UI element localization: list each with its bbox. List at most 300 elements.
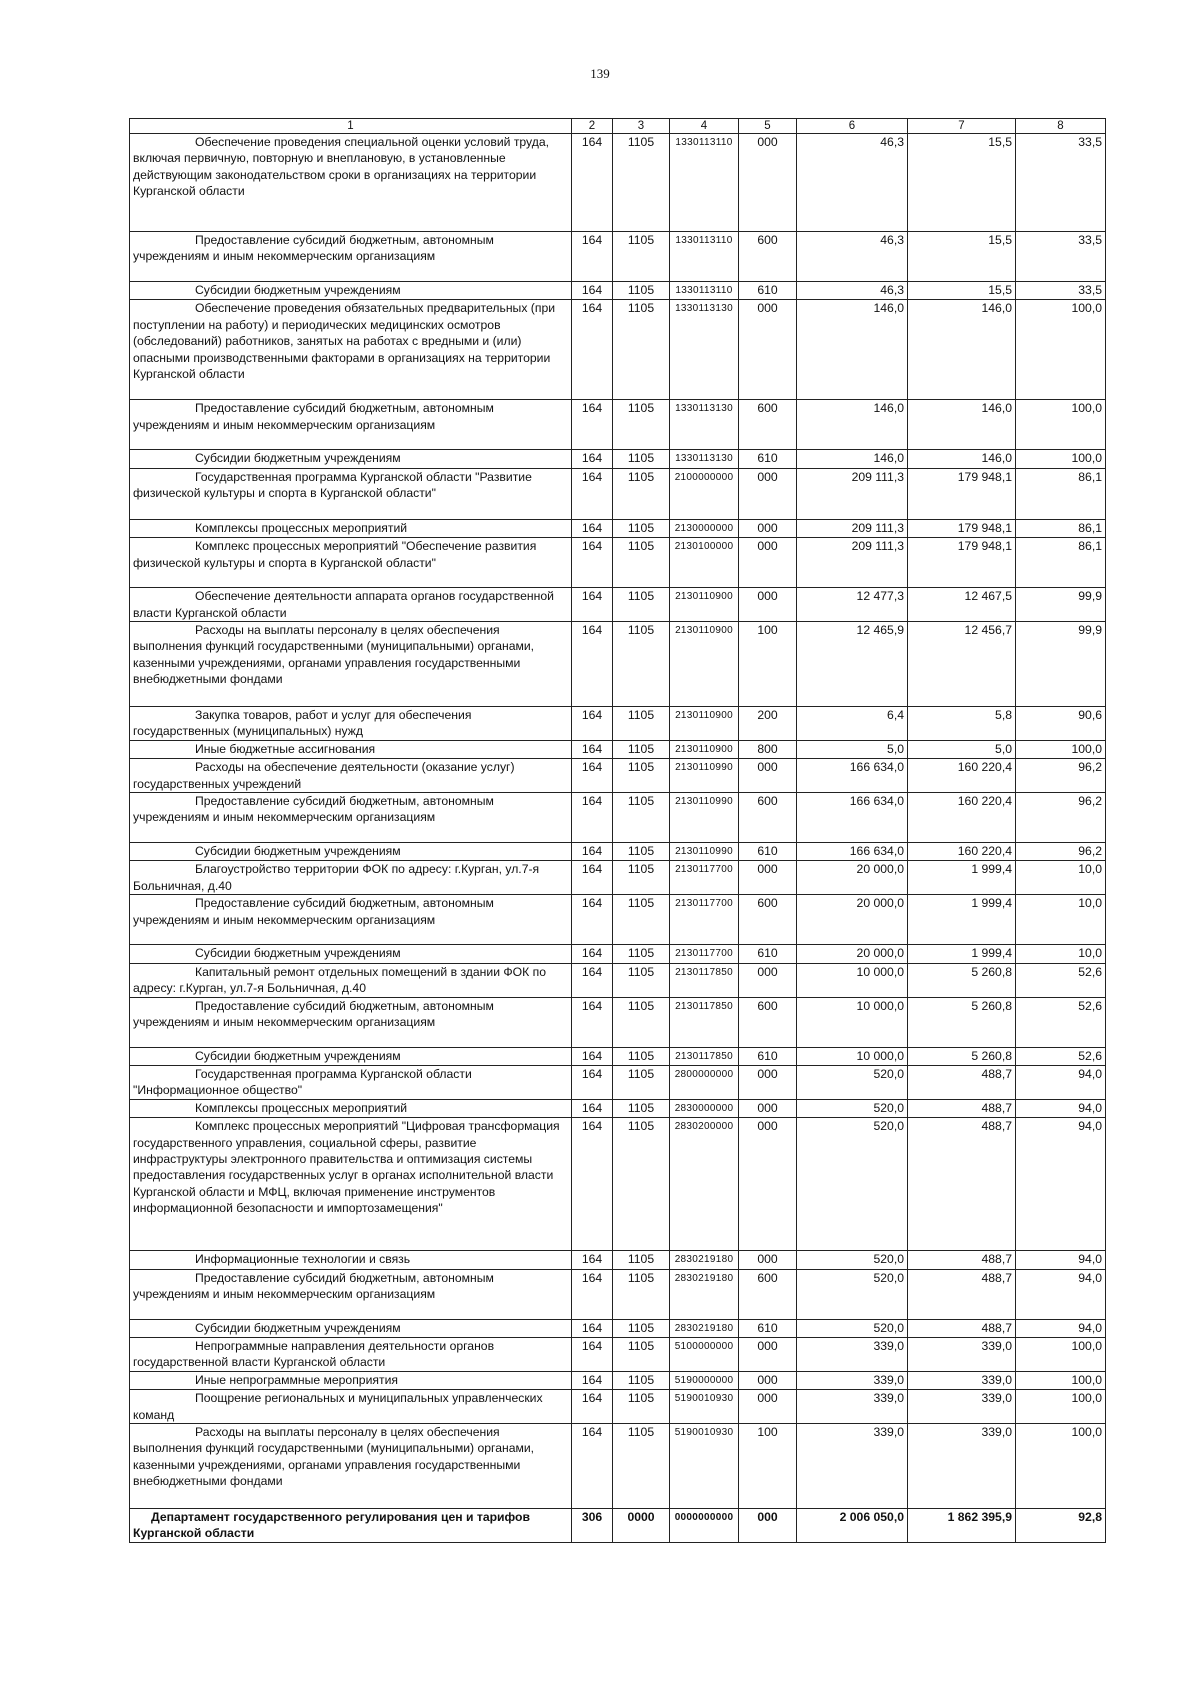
- expense-type-code: 610: [739, 282, 797, 300]
- section-code: 1105: [613, 1337, 670, 1371]
- section-code: 1105: [613, 282, 670, 300]
- planned-amount: 520,0: [797, 1099, 908, 1117]
- expense-type-code: 000: [739, 1371, 797, 1389]
- expense-type-code: 000: [739, 468, 797, 519]
- table-row: [130, 282, 1106, 300]
- table-row: [130, 1390, 1106, 1424]
- executed-amount: 15,5: [908, 282, 1016, 300]
- section-code: 1105: [613, 963, 670, 997]
- row-name: Непрограммные направления деятельности органов государственной власти Курганской области: [130, 1337, 572, 1371]
- row-name: Предоставление субсидий бюджетным, автономным учреждениям и иным некоммерческим организациям: [130, 793, 572, 843]
- expense-type-code: 000: [739, 1390, 797, 1424]
- table-row: [130, 707, 1106, 741]
- planned-amount: 46,3: [797, 282, 908, 300]
- planned-amount: 12 465,9: [797, 622, 908, 707]
- section-code: 1105: [613, 861, 670, 895]
- chapter-code: 164: [572, 468, 613, 519]
- row-name: Закупка товаров, работ и услуг для обеспечения государственных (муниципальных) нужд: [130, 707, 572, 741]
- planned-amount: 520,0: [797, 1065, 908, 1099]
- executed-amount: 488,7: [908, 1251, 1016, 1269]
- execution-percent: 33,5: [1016, 232, 1106, 282]
- planned-amount: 339,0: [797, 1423, 908, 1508]
- row-name: Информационные технологии и связь: [130, 1251, 572, 1269]
- executed-amount: 15,5: [908, 134, 1016, 232]
- execution-percent: 100,0: [1016, 1390, 1106, 1424]
- table-row: [130, 759, 1106, 793]
- expense-type-code: 600: [739, 793, 797, 843]
- chapter-code: 164: [572, 232, 613, 282]
- section-code: 1105: [613, 707, 670, 741]
- section-code: 1105: [613, 1269, 670, 1319]
- table-row: [130, 1099, 1106, 1117]
- planned-amount: 209 111,3: [797, 519, 908, 537]
- target-article-code: 2130117850: [670, 1047, 739, 1065]
- executed-amount: 1 999,4: [908, 861, 1016, 895]
- execution-percent: 100,0: [1016, 300, 1106, 400]
- table-row: [130, 1118, 1106, 1251]
- executed-amount: 1 999,4: [908, 945, 1016, 963]
- expense-type-code: 600: [739, 895, 797, 945]
- planned-amount: 520,0: [797, 1319, 908, 1337]
- section-code: 1105: [613, 400, 670, 450]
- chapter-code: 164: [572, 793, 613, 843]
- table-row: [130, 300, 1106, 400]
- row-name: Предоставление субсидий бюджетным, автономным учреждениям и иным некоммерческим организациям: [130, 1269, 572, 1319]
- table-row: [130, 519, 1106, 537]
- table-row: [130, 450, 1106, 468]
- planned-amount: 166 634,0: [797, 843, 908, 861]
- target-article-code: 2130110990: [670, 759, 739, 793]
- planned-amount: 12 477,3: [797, 588, 908, 622]
- table-row: [130, 740, 1106, 758]
- executed-amount: 5 260,8: [908, 997, 1016, 1047]
- target-article-code: 2130100000: [670, 538, 739, 588]
- execution-percent: 86,1: [1016, 519, 1106, 537]
- target-article-code: 1330113110: [670, 232, 739, 282]
- column-header: 8: [1016, 119, 1106, 134]
- target-article-code: 2130110900: [670, 588, 739, 622]
- row-name: Иные бюджетные ассигнования: [130, 740, 572, 758]
- executed-amount: 339,0: [908, 1337, 1016, 1371]
- target-article-code: 1330113110: [670, 282, 739, 300]
- execution-percent: 52,6: [1016, 1047, 1106, 1065]
- chapter-code: 164: [572, 1118, 613, 1251]
- target-article-code: 2130000000: [670, 519, 739, 537]
- chapter-code: 164: [572, 997, 613, 1047]
- planned-amount: 166 634,0: [797, 793, 908, 843]
- expense-type-code: 000: [739, 1251, 797, 1269]
- table-row: [130, 588, 1106, 622]
- execution-percent: 94,0: [1016, 1269, 1106, 1319]
- planned-amount: 5,0: [797, 740, 908, 758]
- section-code: 1105: [613, 300, 670, 400]
- planned-amount: 146,0: [797, 300, 908, 400]
- table-row: [130, 895, 1106, 945]
- executed-amount: 179 948,1: [908, 468, 1016, 519]
- expense-type-code: 200: [739, 707, 797, 741]
- expense-type-code: 610: [739, 1319, 797, 1337]
- section-code: 1105: [613, 134, 670, 232]
- section-code: 1105: [613, 1047, 670, 1065]
- column-header: 5: [739, 119, 797, 134]
- table-row: [130, 1065, 1106, 1099]
- expense-type-code: 000: [739, 963, 797, 997]
- executed-amount: 160 220,4: [908, 793, 1016, 843]
- expense-type-code: 000: [739, 300, 797, 400]
- section-code: 1105: [613, 759, 670, 793]
- execution-percent: 96,2: [1016, 843, 1106, 861]
- target-article-code: 2100000000: [670, 468, 739, 519]
- section-code: 1105: [613, 468, 670, 519]
- execution-percent: 100,0: [1016, 400, 1106, 450]
- execution-percent: 100,0: [1016, 1423, 1106, 1508]
- section-code: 1105: [613, 1371, 670, 1389]
- expense-type-code: 610: [739, 843, 797, 861]
- chapter-code: 164: [572, 707, 613, 741]
- chapter-code: 164: [572, 622, 613, 707]
- chapter-code: 164: [572, 282, 613, 300]
- column-header: 2: [572, 119, 613, 134]
- target-article-code: 1330113130: [670, 400, 739, 450]
- executed-amount: 339,0: [908, 1371, 1016, 1389]
- table-row: [130, 1319, 1106, 1337]
- budget-table: [129, 118, 1106, 1543]
- planned-amount: 520,0: [797, 1269, 908, 1319]
- execution-percent: 86,1: [1016, 468, 1106, 519]
- table-header-row: [130, 119, 1106, 134]
- target-article-code: 5190010930: [670, 1390, 739, 1424]
- execution-percent: 94,0: [1016, 1319, 1106, 1337]
- planned-amount: 20 000,0: [797, 861, 908, 895]
- row-name: Капитальный ремонт отдельных помещений в здании ФОК по адресу: г.Курган, ул.7-я Больничная, д.40: [130, 963, 572, 997]
- chapter-code: 164: [572, 1371, 613, 1389]
- chapter-code: 164: [572, 861, 613, 895]
- row-name: Субсидии бюджетным учреждениям: [130, 945, 572, 963]
- chapter-code: 164: [572, 1269, 613, 1319]
- section-code: 1105: [613, 622, 670, 707]
- expense-type-code: 000: [739, 134, 797, 232]
- execution-percent: 33,5: [1016, 134, 1106, 232]
- expense-type-code: 000: [739, 1099, 797, 1117]
- target-article-code: 2130117700: [670, 895, 739, 945]
- execution-percent: 99,9: [1016, 622, 1106, 707]
- expense-type-code: 610: [739, 1047, 797, 1065]
- planned-amount: 46,3: [797, 134, 908, 232]
- planned-amount: 20 000,0: [797, 945, 908, 963]
- section-code: 1105: [613, 997, 670, 1047]
- row-name: Комплекс процессных мероприятий "Цифровая трансформация государственного управления, социальной сферы, развитие инфраструктуры электронного правительства и оптимизация системы предоставления государственных услуг в органах исполнительной власти Курганской области и МФЦ, включая применение инструментов информационной безопасности и импортозамещения": [130, 1118, 572, 1251]
- column-header: 3: [613, 119, 670, 134]
- execution-percent: 100,0: [1016, 1337, 1106, 1371]
- table-row: [130, 963, 1106, 997]
- target-article-code: 2130110990: [670, 793, 739, 843]
- planned-amount: 520,0: [797, 1118, 908, 1251]
- planned-amount: 166 634,0: [797, 759, 908, 793]
- section-code: 1105: [613, 793, 670, 843]
- executed-amount: 488,7: [908, 1099, 1016, 1117]
- planned-amount: 339,0: [797, 1390, 908, 1424]
- target-article-code: 2130117700: [670, 945, 739, 963]
- chapter-code: 164: [572, 843, 613, 861]
- executed-amount: 488,7: [908, 1319, 1016, 1337]
- planned-amount: 2 006 050,0: [797, 1508, 908, 1542]
- executed-amount: 488,7: [908, 1065, 1016, 1099]
- row-name: Субсидии бюджетным учреждениям: [130, 843, 572, 861]
- target-article-code: 5100000000: [670, 1337, 739, 1371]
- expense-type-code: 000: [739, 1508, 797, 1542]
- chapter-code: 164: [572, 134, 613, 232]
- executed-amount: 488,7: [908, 1118, 1016, 1251]
- chapter-code: 164: [572, 1390, 613, 1424]
- row-name: Обеспечение проведения специальной оценки условий труда, включая первичную, повторную и внеплановую, в установленные действующим законодательством сроки в организациях на территории Курганской области: [130, 134, 572, 232]
- executed-amount: 488,7: [908, 1269, 1016, 1319]
- executed-amount: 5 260,8: [908, 963, 1016, 997]
- expense-type-code: 600: [739, 232, 797, 282]
- table-row: [130, 997, 1106, 1047]
- chapter-code: 164: [572, 519, 613, 537]
- execution-percent: 94,0: [1016, 1099, 1106, 1117]
- table-row: [130, 1269, 1106, 1319]
- planned-amount: 146,0: [797, 450, 908, 468]
- target-article-code: 1330113110: [670, 134, 739, 232]
- section-code: 1105: [613, 1099, 670, 1117]
- execution-percent: 10,0: [1016, 895, 1106, 945]
- target-article-code: 2130117700: [670, 861, 739, 895]
- target-article-code: 2830200000: [670, 1118, 739, 1251]
- chapter-code: 164: [572, 1337, 613, 1371]
- row-name: Субсидии бюджетным учреждениям: [130, 1319, 572, 1337]
- table-row: [130, 1508, 1106, 1542]
- expense-type-code: 000: [739, 1337, 797, 1371]
- row-name: Расходы на выплаты персоналу в целях обеспечения выполнения функций государственными (муниципальными) органами, казенными учреждениями, органами управления государственными внебюджетными фондами: [130, 622, 572, 707]
- planned-amount: 339,0: [797, 1371, 908, 1389]
- chapter-code: 164: [572, 1423, 613, 1508]
- table-row: [130, 843, 1106, 861]
- expense-type-code: 000: [739, 861, 797, 895]
- expense-type-code: 610: [739, 945, 797, 963]
- execution-percent: 33,5: [1016, 282, 1106, 300]
- target-article-code: 5190000000: [670, 1371, 739, 1389]
- expense-type-code: 600: [739, 997, 797, 1047]
- target-article-code: 1330113130: [670, 300, 739, 400]
- row-name: Благоустройство территории ФОК по адресу: г.Курган, ул.7-я Больничная, д.40: [130, 861, 572, 895]
- executed-amount: 12 456,7: [908, 622, 1016, 707]
- execution-percent: 96,2: [1016, 759, 1106, 793]
- chapter-code: 164: [572, 400, 613, 450]
- expense-type-code: 000: [739, 588, 797, 622]
- executed-amount: 15,5: [908, 232, 1016, 282]
- execution-percent: 96,2: [1016, 793, 1106, 843]
- row-name: Предоставление субсидий бюджетным, автономным учреждениям и иным некоммерческим организациям: [130, 400, 572, 450]
- section-code: 1105: [613, 1390, 670, 1424]
- executed-amount: 12 467,5: [908, 588, 1016, 622]
- expense-type-code: 000: [739, 1065, 797, 1099]
- expense-type-code: 600: [739, 1269, 797, 1319]
- row-name: Департамент государственного регулирования цен и тарифов Курганской области: [130, 1508, 572, 1542]
- planned-amount: 520,0: [797, 1251, 908, 1269]
- table-row: [130, 1371, 1106, 1389]
- planned-amount: 146,0: [797, 400, 908, 450]
- executed-amount: 339,0: [908, 1423, 1016, 1508]
- column-header: 6: [797, 119, 908, 134]
- row-name: Комплексы процессных мероприятий: [130, 1099, 572, 1117]
- chapter-code: 306: [572, 1508, 613, 1542]
- target-article-code: 1330113130: [670, 450, 739, 468]
- target-article-code: 2830219180: [670, 1319, 739, 1337]
- row-name: Субсидии бюджетным учреждениям: [130, 1047, 572, 1065]
- execution-percent: 92,8: [1016, 1508, 1106, 1542]
- executed-amount: 1 999,4: [908, 895, 1016, 945]
- row-name: Предоставление субсидий бюджетным, автономным учреждениям и иным некоммерческим организациям: [130, 997, 572, 1047]
- section-code: 1105: [613, 588, 670, 622]
- execution-percent: 10,0: [1016, 945, 1106, 963]
- expense-type-code: 000: [739, 519, 797, 537]
- section-code: 1105: [613, 1251, 670, 1269]
- target-article-code: 2830219180: [670, 1251, 739, 1269]
- executed-amount: 339,0: [908, 1390, 1016, 1424]
- planned-amount: 10 000,0: [797, 963, 908, 997]
- table-row: [130, 945, 1106, 963]
- chapter-code: 164: [572, 1251, 613, 1269]
- expense-type-code: 100: [739, 622, 797, 707]
- row-name: Иные непрограммные мероприятия: [130, 1371, 572, 1389]
- planned-amount: 10 000,0: [797, 1047, 908, 1065]
- chapter-code: 164: [572, 538, 613, 588]
- planned-amount: 10 000,0: [797, 997, 908, 1047]
- executed-amount: 146,0: [908, 400, 1016, 450]
- chapter-code: 164: [572, 1099, 613, 1117]
- row-name: Расходы на обеспечение деятельности (оказание услуг) государственных учреждений: [130, 759, 572, 793]
- section-code: 1105: [613, 450, 670, 468]
- chapter-code: 164: [572, 895, 613, 945]
- executed-amount: 5,0: [908, 740, 1016, 758]
- chapter-code: 164: [572, 945, 613, 963]
- target-article-code: 2130110900: [670, 622, 739, 707]
- table-row: [130, 468, 1106, 519]
- planned-amount: 339,0: [797, 1337, 908, 1371]
- row-name: Предоставление субсидий бюджетным, автономным учреждениям и иным некоммерческим организациям: [130, 895, 572, 945]
- execution-percent: 52,6: [1016, 997, 1106, 1047]
- chapter-code: 164: [572, 450, 613, 468]
- target-article-code: 2800000000: [670, 1065, 739, 1099]
- table-row: [130, 232, 1106, 282]
- executed-amount: 1 862 395,9: [908, 1508, 1016, 1542]
- row-name: Субсидии бюджетным учреждениям: [130, 282, 572, 300]
- target-article-code: 2830000000: [670, 1099, 739, 1117]
- chapter-code: 164: [572, 1065, 613, 1099]
- expense-type-code: 000: [739, 538, 797, 588]
- section-code: 1105: [613, 895, 670, 945]
- execution-percent: 100,0: [1016, 740, 1106, 758]
- chapter-code: 164: [572, 759, 613, 793]
- target-article-code: 0000000000: [670, 1508, 739, 1542]
- row-name: Субсидии бюджетным учреждениям: [130, 450, 572, 468]
- section-code: 1105: [613, 1065, 670, 1099]
- section-code: 1105: [613, 1118, 670, 1251]
- planned-amount: 46,3: [797, 232, 908, 282]
- section-code: 1105: [613, 538, 670, 588]
- expense-type-code: 600: [739, 400, 797, 450]
- executed-amount: 146,0: [908, 300, 1016, 400]
- execution-percent: 94,0: [1016, 1065, 1106, 1099]
- target-article-code: 2130110900: [670, 740, 739, 758]
- table-row: [130, 400, 1106, 450]
- target-article-code: 2130110990: [670, 843, 739, 861]
- column-header: 4: [670, 119, 739, 134]
- execution-percent: 86,1: [1016, 538, 1106, 588]
- table-row: [130, 793, 1106, 843]
- executed-amount: 160 220,4: [908, 759, 1016, 793]
- section-code: 1105: [613, 232, 670, 282]
- table-row: [130, 1337, 1106, 1371]
- planned-amount: 209 111,3: [797, 538, 908, 588]
- execution-percent: 94,0: [1016, 1118, 1106, 1251]
- planned-amount: 6,4: [797, 707, 908, 741]
- section-code: 1105: [613, 1423, 670, 1508]
- chapter-code: 164: [572, 740, 613, 758]
- row-name: Предоставление субсидий бюджетным, автономным учреждениям и иным некоммерческим организациям: [130, 232, 572, 282]
- executed-amount: 146,0: [908, 450, 1016, 468]
- column-header: 1: [130, 119, 572, 134]
- section-code: 1105: [613, 843, 670, 861]
- chapter-code: 164: [572, 1047, 613, 1065]
- execution-percent: 10,0: [1016, 861, 1106, 895]
- row-name: Расходы на выплаты персоналу в целях обеспечения выполнения функций государственными (муниципальными) органами, казенными учреждениями, органами управления государственными внебюджетными фондами: [130, 1423, 572, 1508]
- row-name: Обеспечение проведения обязательных предварительных (при поступлении на работу) и периодических медицинских осмотров (обследований) работников, занятых на работах с вредными и (или) опасными производственными факторами в организациях на территории Курганской области: [130, 300, 572, 400]
- target-article-code: 2130117850: [670, 997, 739, 1047]
- execution-percent: 90,6: [1016, 707, 1106, 741]
- executed-amount: 160 220,4: [908, 843, 1016, 861]
- row-name: Обеспечение деятельности аппарата органов государственной власти Курганской области: [130, 588, 572, 622]
- chapter-code: 164: [572, 1319, 613, 1337]
- table-row: [130, 1423, 1106, 1508]
- expense-type-code: 800: [739, 740, 797, 758]
- expense-type-code: 000: [739, 1118, 797, 1251]
- chapter-code: 164: [572, 963, 613, 997]
- row-name: Поощрение региональных и муниципальных управленческих команд: [130, 1390, 572, 1424]
- executed-amount: 179 948,1: [908, 538, 1016, 588]
- column-header: 7: [908, 119, 1016, 134]
- section-code: 1105: [613, 519, 670, 537]
- section-code: 1105: [613, 945, 670, 963]
- execution-percent: 52,6: [1016, 963, 1106, 997]
- execution-percent: 94,0: [1016, 1251, 1106, 1269]
- table-row: [130, 861, 1106, 895]
- expense-type-code: 000: [739, 759, 797, 793]
- row-name: Государственная программа Курганской области "Развитие физической культуры и спорта в Курганской области": [130, 468, 572, 519]
- page-number: 139: [590, 66, 610, 81]
- row-name: Комплекс процессных мероприятий "Обеспечение развития физической культуры и спорта в Курганской области": [130, 538, 572, 588]
- chapter-code: 164: [572, 588, 613, 622]
- table-row: [130, 1251, 1106, 1269]
- execution-percent: 99,9: [1016, 588, 1106, 622]
- section-code: 0000: [613, 1508, 670, 1542]
- executed-amount: 179 948,1: [908, 519, 1016, 537]
- executed-amount: 5 260,8: [908, 1047, 1016, 1065]
- executed-amount: 5,8: [908, 707, 1016, 741]
- expense-type-code: 100: [739, 1423, 797, 1508]
- execution-percent: 100,0: [1016, 1371, 1106, 1389]
- expense-type-code: 610: [739, 450, 797, 468]
- execution-percent: 100,0: [1016, 450, 1106, 468]
- planned-amount: 209 111,3: [797, 468, 908, 519]
- table-row: [130, 538, 1106, 588]
- target-article-code: 2130110900: [670, 707, 739, 741]
- section-code: 1105: [613, 1319, 670, 1337]
- target-article-code: 2830219180: [670, 1269, 739, 1319]
- chapter-code: 164: [572, 300, 613, 400]
- target-article-code: 5190010930: [670, 1423, 739, 1508]
